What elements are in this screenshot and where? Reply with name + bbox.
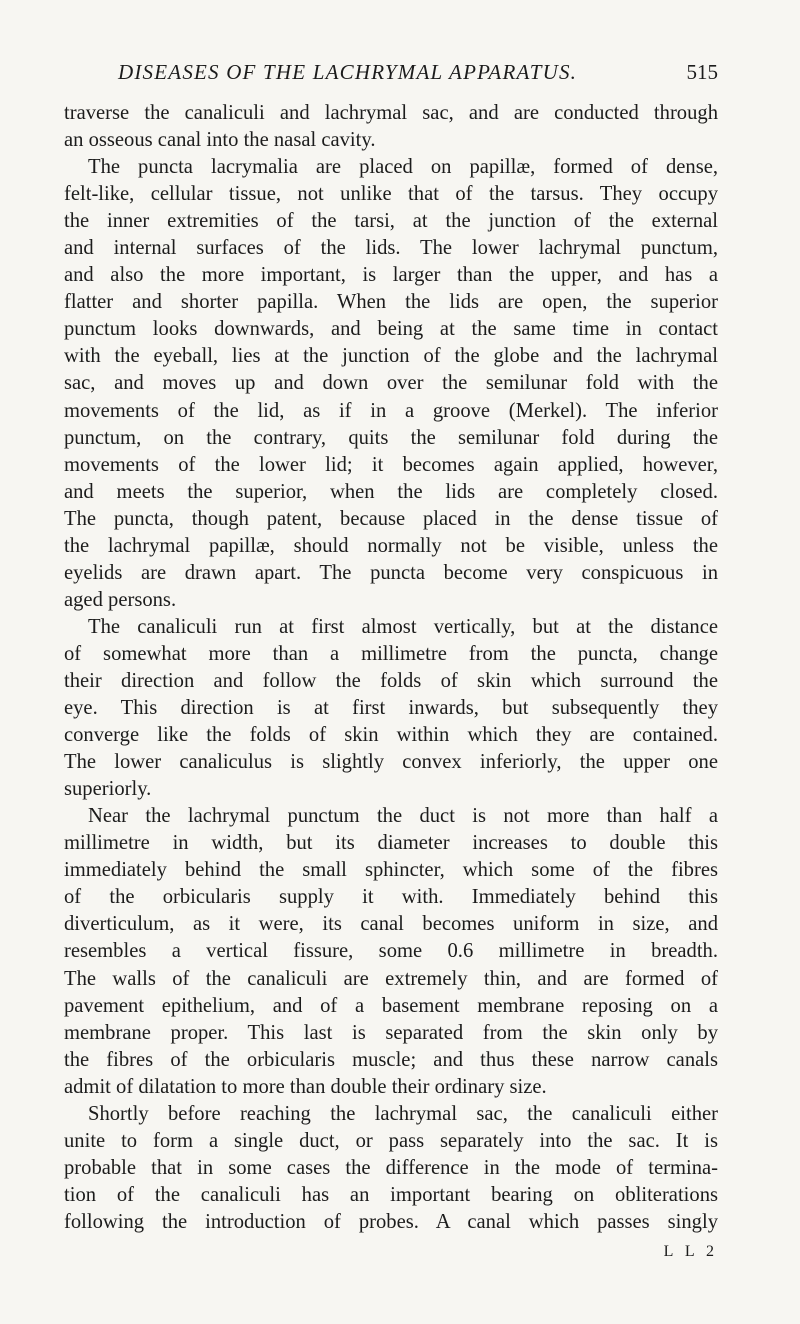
text-line: following the introduction of probes. A canal which passes singly (64, 1210, 718, 1233)
text-line: pavement epithelium, and of a basement membrane reposing on a (64, 994, 718, 1017)
text-line: and also the more important, is larger than the upper, and has a (64, 264, 718, 287)
text-line: Near the lachrymal punctum the duct is not more than half a (88, 805, 718, 828)
text-line: diverticulum, as it were, its canal becomes uniform in size, and (64, 913, 718, 936)
text-line: felt-like, cellular tissue, not unlike that of the tarsus. They occupy (64, 183, 718, 206)
running-header (118, 60, 718, 96)
text-line: and internal surfaces of the lids. The lower lachrymal punctum, (64, 237, 718, 260)
text-line: Shortly before reaching the lachrymal sac, the canaliculi either (88, 1102, 718, 1125)
text-line: eyelids are drawn apart. The puncta become very conspicuous in (64, 561, 718, 584)
text-line: millimetre in width, but its diameter increases to double this (64, 832, 718, 855)
body-text (64, 100, 718, 1236)
text-line: the fibres of the orbicularis muscle; and thus these narrow canals (64, 1048, 718, 1071)
text-line: punctum looks downwards, and being at the same time in contact (64, 318, 718, 341)
text-line: movements of the lid, as if in a groove (Merkel). The inferior (64, 399, 718, 422)
text-line: unite to form a single duct, or pass separately into the sac. It is (64, 1129, 718, 1152)
text-line: admit of dilatation to more than double their ordinary size. (64, 1075, 547, 1098)
text-line: aged persons. (64, 588, 177, 611)
text-line: the lachrymal papillæ, should normally not be visible, unless the (64, 534, 718, 557)
text-line: superiorly. (64, 778, 152, 801)
text-line: converge like the folds of skin within which they are contained. (64, 724, 718, 747)
text-line: immediately behind the small sphincter, which some of the fibres (64, 859, 718, 882)
running-title: DISEASES OF THE LACHRYMAL APPARATUS. (118, 60, 578, 84)
signature-mark: L L 2 (663, 1243, 718, 1260)
page-number: 515 (686, 60, 718, 84)
text-line: of the orbicularis supply it with. Immediately behind this (64, 886, 718, 909)
text-line: the inner extremities of the tarsi, at the junction of the external (64, 210, 718, 233)
text-line: of somewhat more than a millimetre from the puncta, change (64, 642, 718, 665)
text-line: eye. This direction is at first inwards, but subsequently they (64, 697, 718, 720)
text-line: resembles a vertical fissure, some 0.6 millimetre in breadth. (64, 940, 718, 963)
text-line: with the eyeball, lies at the junction of the globe and the lachrymal (64, 345, 718, 368)
text-line: their direction and follow the folds of skin which surround the (64, 669, 718, 692)
text-line: The walls of the canaliculi are extremely thin, and are formed of (64, 967, 718, 990)
text-line: traverse the canaliculi and lachrymal sac, and are conducted through (64, 102, 718, 124)
text-line: The puncta, though patent, because placed in the dense tissue of (64, 507, 718, 530)
text-line: The canaliculi run at first almost vertically, but at the distance (88, 615, 718, 638)
text-line: tion of the canaliculi has an important bearing on obliterations (64, 1183, 718, 1206)
text-line: membrane proper. This last is separated from the skin only by (64, 1021, 718, 1044)
text-line: The puncta lacrymalia are placed on papillæ, formed of dense, (88, 156, 718, 179)
text-line: movements of the lower lid; it becomes again applied, however, (64, 453, 718, 476)
text-line: sac, and moves up and down over the semilunar fold with the (64, 372, 718, 395)
text-line: flatter and shorter papilla. When the lids are open, the superior (64, 291, 718, 314)
text-line: probable that in some cases the difference in the mode of termina- (64, 1156, 718, 1179)
text-line: The lower canaliculus is slightly convex inferiorly, the upper one (64, 751, 718, 774)
text-line: an osseous canal into the nasal cavity. (64, 129, 376, 152)
text-line: punctum, on the contrary, quits the semilunar fold during the (64, 426, 718, 449)
text-line: and meets the superior, when the lids are completely closed. (64, 480, 718, 503)
